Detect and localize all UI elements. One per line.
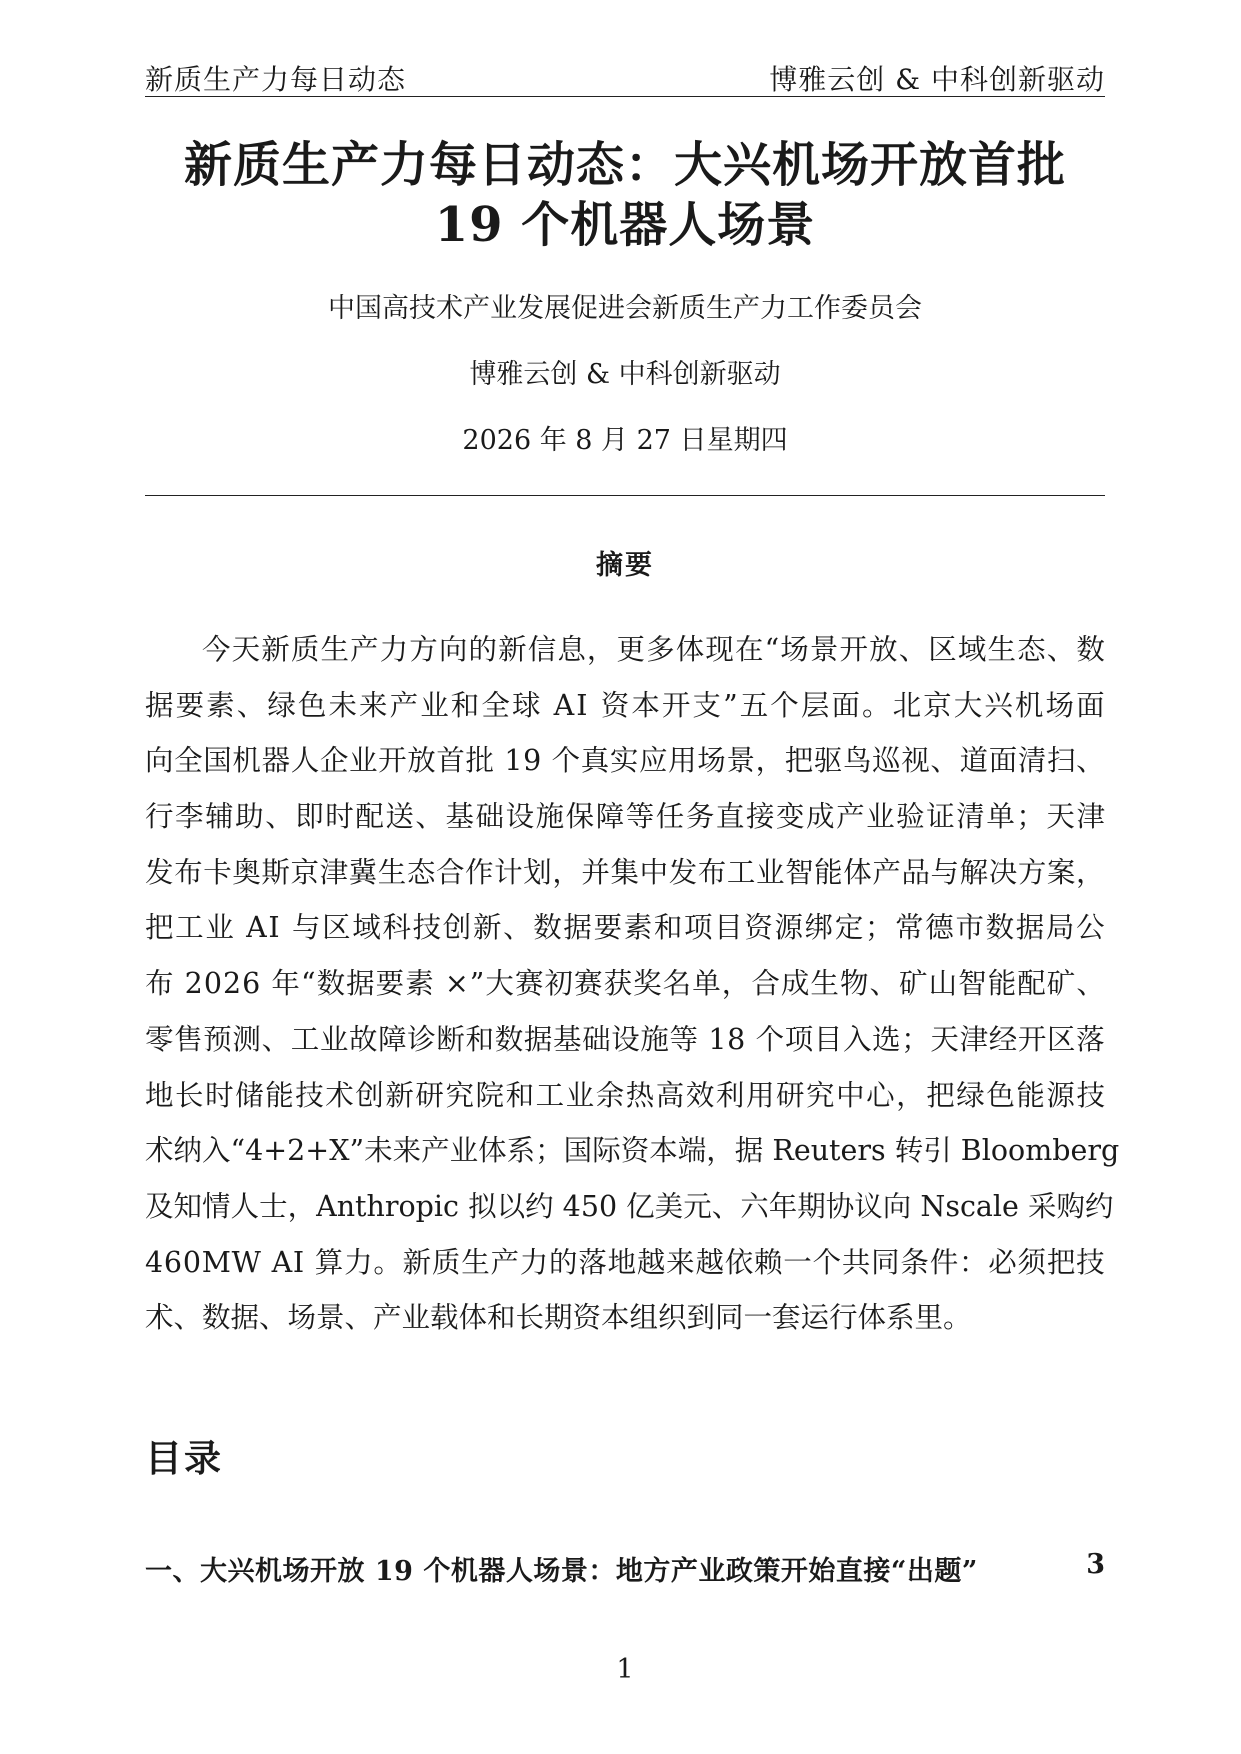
abstract-line: 行 李 辅 助 、 即 时 配 送 、 基 础 设 施 保 障 等 任 务 直 接 变 成 产 业 验 证 清 单 ； 天 津 (145, 800, 1105, 834)
toc-entry[interactable] (145, 1549, 1105, 1589)
abstract-line: 把 工 业 A I 与 区 域 科 技 创 新 、 数 据 要 素 和 项 目 资 源 绑 定 ； 常 德 市 数 据 局 公 (145, 911, 1105, 945)
header-right: 博雅云创 & 中科创新驱动 (769, 63, 1105, 96)
title-line-1: 新质生产力每日动态：大兴机场开放首批 (183, 137, 1066, 193)
toc-heading: 目录 (145, 1436, 223, 1480)
document-title (145, 135, 1105, 255)
author-brand: 博雅云创 & 中科创新驱动 (469, 359, 781, 390)
running-header (145, 54, 1105, 97)
abstract-line: 地 长 时 储 能 技 术 创 新 研 究 院 和 工 业 余 热 高 效 利 用 研 究 中 心 ， 把 绿 色 能 源 技 (145, 1078, 1105, 1112)
abstract-line: 零 售 预 测 、 工 业 故 障 诊 断 和 数 据 基 础 设 施 等 1 8 个 项 目 入 选 ； 天 津 经 开 区 落 (145, 1022, 1105, 1056)
abstract-line: 据 要 素 、 绿 色 未 来 产 业 和 全 球 A I 资 本 开 支 ” 五 个 层 面 。 北 京 大 兴 机 场 面 (145, 688, 1105, 722)
abstract-line: 向 全 国 机 器 人 企 业 开 放 首 批 1 9 个 真 实 应 用 场 景 ， 把 驱 鸟 巡 视 、 道 面 清 扫 、 (145, 744, 1105, 778)
toc-entry-page[interactable]: 3 (1086, 1549, 1105, 1580)
author-organization: 中国高技术产业发展促进会新质生产力工作委员会 (328, 293, 922, 324)
header-left: 新质生产力每日动态 (145, 63, 407, 96)
abstract-line: 布 2 0 2 6 年 “ 数 据 要 素 × ” 大 赛 初 赛 获 奖 名 单 ， 合 成 生 物 、 矿 山 智 能 配 矿 、 (145, 967, 1105, 1001)
abstract-line: 术、数据、场景、产业载体和长期资本组织到同一套运行体系里。 (145, 1301, 972, 1335)
abstract-line: 发 布 卡 奥 斯 京 津 冀 生 态 合 作 计 划 ， 并 集 中 发 布 工 业 智 能 体 产 品 与 解 决 方 案 ， (145, 855, 1105, 889)
title-line-2: 19 个机器人场景 (434, 197, 816, 253)
publish-date: 2026 年 8 月 27 日星期四 (462, 425, 788, 456)
page-number: 1 (616, 1654, 634, 1685)
abstract-line: 及 知 情 人 士 ， A n t h r o p i c 拟 以 约 4 5 0 亿 美 元 、 六 年 期 协 议 向 N s c a l e 采 购 约 (145, 1189, 1114, 1223)
abstract-line: 术 纳 入 “ 4 + 2 + X ” 未 来 产 业 体 系 ； 国 际 资 本 端 ， 据 R e u t e r s 转 引 B l o o m b e r g (145, 1134, 1120, 1168)
abstract-line: 4 6 0 M W A I 算 力 。 新 质 生 产 力 的 落 地 越 来 越 依 赖 一 个 共 同 条 件 ： 必 须 把 技 (145, 1245, 1105, 1279)
abstract-line: 今 天 新 质 生 产 力 方 向 的 新 信 息 ， 更 多 体 现 在 “ 场 景 开 放 、 区 域 生 态 、 数 (202, 633, 1105, 666)
abstract-heading: 摘要 (596, 550, 654, 581)
abstract-paragraph (145, 622, 1120, 1346)
horizontal-rule (145, 495, 1105, 496)
title-block (145, 135, 1105, 255)
toc-entry-title[interactable]: 一、大兴机场开放 19 个机器人场景：地方产业政策开始直接“出题” (145, 1556, 978, 1587)
